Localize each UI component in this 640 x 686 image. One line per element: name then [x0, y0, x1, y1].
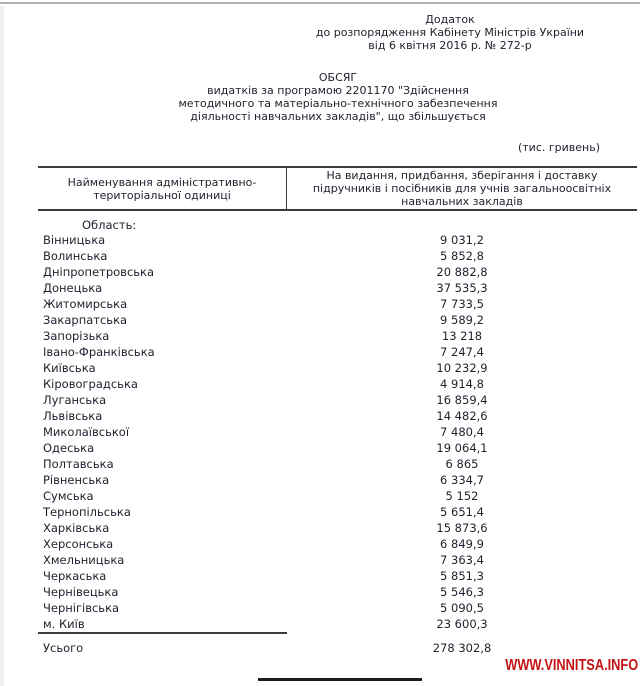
table-row: [38, 232, 637, 248]
amount-value: 5 090,5: [440, 601, 484, 615]
table-row: [38, 488, 637, 504]
column-header-expenditure: На видання, придбання, зберігання і доставку підручників і посібників для учнів загальноосвітніх навчальних закладів: [312, 169, 612, 208]
amount-value: 5 651,4: [440, 505, 484, 519]
amount-value: 5 851,3: [440, 569, 484, 583]
table-row: [38, 264, 637, 280]
table-row: [38, 504, 637, 520]
amount-value: 7 247,4: [440, 345, 484, 359]
appendix-line-3: від 6 квітня 2016 р. № 272-р: [368, 39, 532, 52]
region-name: Дніпропетровська: [43, 265, 155, 279]
amount-value: 14 482,6: [436, 409, 488, 423]
region-name: Миколаївської: [43, 425, 130, 439]
region-name: Полтавська: [43, 457, 114, 471]
table-row: [38, 472, 637, 488]
table-row: [38, 280, 637, 296]
region-name: Івано-Франківська: [43, 345, 155, 359]
units-note: (тис. гривень): [517, 141, 600, 154]
table-row: [38, 360, 637, 376]
title-line-2: видатків за програмою 2201170 "Здійснення: [207, 84, 469, 97]
group-label-oblast: Область:: [82, 218, 137, 232]
region-name: Херсонська: [43, 537, 114, 551]
region-name: Запорізька: [43, 329, 110, 343]
amount-value: 23 600,3: [436, 617, 488, 631]
amount-value: 7 733,5: [440, 297, 484, 311]
amount-value: 6 849,9: [440, 537, 484, 551]
amount-value: 20 882,8: [436, 265, 488, 279]
table-header: [38, 166, 637, 211]
region-name: Донецька: [43, 281, 103, 295]
title-line-1: ОБСЯГ: [318, 71, 358, 84]
region-name: Кіровоградська: [43, 377, 138, 391]
region-name: Черкаська: [43, 569, 107, 583]
region-name: Одеська: [43, 441, 95, 455]
total-row: [38, 634, 637, 656]
table-row: [38, 344, 637, 360]
appendix-block: [260, 13, 640, 52]
amount-value: 4 914,8: [440, 377, 484, 391]
table-row: [38, 584, 637, 600]
region-name: Київська: [43, 361, 96, 375]
table-row: [38, 536, 637, 552]
table-body: [38, 218, 637, 656]
table-body-rows: [38, 232, 637, 632]
amount-value: 10 232,9: [436, 361, 488, 375]
region-name: Закарпатська: [43, 313, 128, 327]
region-name: Хмельницька: [43, 553, 125, 567]
amount-value: 19 064,1: [436, 441, 488, 455]
bottom-divider: [258, 678, 422, 681]
region-name: Луганська: [43, 393, 107, 407]
table-row: [38, 616, 637, 632]
table-row: [38, 312, 637, 328]
amount-value: 5 546,3: [440, 585, 484, 599]
amount-value: 5 152: [445, 489, 479, 503]
page-left-edge: [0, 6, 4, 686]
region-name: Львівська: [43, 409, 103, 423]
table-row: [38, 248, 637, 264]
table-row: [38, 392, 637, 408]
top-divider: [0, 2, 640, 4]
document-title: [38, 71, 638, 123]
title-line-3: методичного та матеріально-технічного забезпечення: [178, 97, 498, 110]
amount-value: 7 480,4: [440, 425, 484, 439]
region-name: Харківська: [43, 521, 110, 535]
site-watermark: WWW.VINNITSA.INFO: [505, 657, 638, 674]
table-row: [38, 408, 637, 424]
total-value: 278 302,8: [432, 641, 492, 655]
amount-value: 5 852,8: [440, 249, 484, 263]
region-name: Рівненська: [43, 473, 110, 487]
column-header-territory: Найменування адміністративно-територіальної одиниці: [38, 168, 287, 209]
region-name: Вінницька: [43, 233, 106, 247]
total-label: Усього: [43, 641, 84, 655]
appendix-line-2: до розпорядження Кабінету Міністрів України: [315, 26, 585, 39]
amount-value: 9 031,2: [440, 233, 484, 247]
table-row: [38, 552, 637, 568]
amount-value: 15 873,6: [436, 521, 488, 535]
table-row: [38, 328, 637, 344]
table-row: [38, 440, 637, 456]
table-row: [38, 456, 637, 472]
region-name: м. Київ: [43, 617, 85, 631]
table-row: [38, 520, 637, 536]
title-line-4: діяльності навчальних закладів", що збільшується: [190, 110, 486, 123]
table-row: [38, 424, 637, 440]
appendix-line-1: Додаток: [425, 13, 475, 26]
amount-value: 37 535,3: [436, 281, 488, 295]
region-name: Житомирська: [43, 297, 128, 311]
table-row: [38, 376, 637, 392]
amount-value: 7 363,4: [440, 553, 484, 567]
region-name: Чернівецька: [43, 585, 119, 599]
table-row: [38, 600, 637, 616]
table-row: [38, 296, 637, 312]
amount-value: 6 865: [445, 457, 479, 471]
table-row: [38, 568, 637, 584]
amount-value: 9 589,2: [440, 313, 484, 327]
region-name: Чернігівська: [43, 601, 120, 615]
region-name: Волинська: [43, 249, 108, 263]
amount-value: 13 218: [441, 329, 483, 343]
region-name: Тернопільська: [43, 505, 131, 519]
amount-value: 6 334,7: [440, 473, 484, 487]
region-name: Сумська: [43, 489, 94, 503]
amount-value: 16 859,4: [436, 393, 488, 407]
